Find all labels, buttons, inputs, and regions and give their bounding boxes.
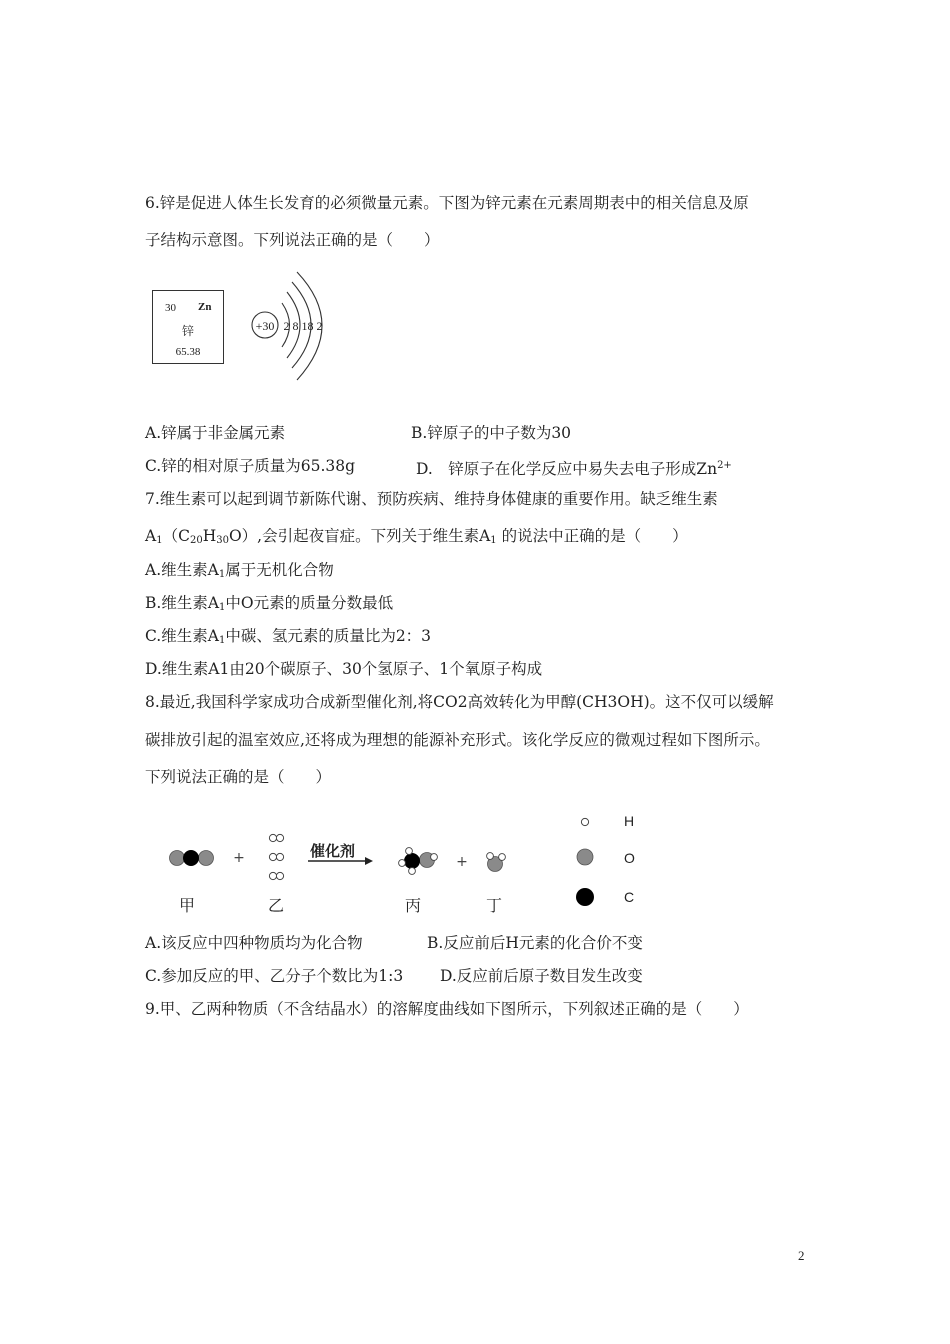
q6-option-a: A.锌属于非金属元素 <box>145 424 286 442</box>
label-bing: 丙 <box>405 896 422 915</box>
q7-option-c: C.维生素$A_1$中碳、氢元素的质量比为2：3 <box>145 627 432 646</box>
q8-option-b: B.反应前后H元素的化合价不变 <box>427 934 643 952</box>
q9-stem-line1: 9.甲、乙两种物质（不含结晶水）的溶解度曲线如下图所示，下列叙述正确的是（ ） <box>145 1000 749 1018</box>
q6-stem-line1: 6.锌是促进人体生长发育的必须微量元素。下图为锌元素在元素周期表中的相关信息及原 <box>145 194 749 212</box>
q8-option-a: A.该反应中四种物质均为化合物 <box>145 934 363 952</box>
element-symbol: Zn <box>198 301 212 313</box>
legend-c-label: C <box>624 889 635 905</box>
page-number: 2 <box>798 1248 805 1263</box>
periodic-table-cell <box>152 290 224 364</box>
molecule-co2 <box>170 850 214 866</box>
q7-option-d: D.维生素A1由20个碳原子、30个氢原子、1个氧原子构成 <box>145 660 543 678</box>
q6-option-c: C.锌的相对原子质量为65.38g <box>145 457 356 475</box>
q8-stem-line1: 8.最近,我国科学家成功合成新型催化剂,将CO2高效转化为甲醇(CH3OH)。这不仅可以缓解 <box>145 693 774 711</box>
q8-stem-line2: 碳排放引起的温室效应,还将成为理想的能源补充形式。该化学反应的微观过程如下图所示。 <box>145 731 770 749</box>
legend-c-atom <box>576 888 594 906</box>
q7-stem-line2: $A_1(C_{20}H_{30}O)$,会引起夜盲症。下列关于维生素$A_1$ 的说法中正确的是（ ） <box>145 527 688 546</box>
atom-structure-diagram <box>245 270 345 385</box>
plus-sign-2: + <box>456 854 468 870</box>
legend-o-atom <box>577 849 593 865</box>
legend-h-label: H <box>624 813 635 829</box>
q8-stem-line3: 下列说法正确的是（ ） <box>145 768 332 786</box>
element-name: 锌 <box>181 324 194 338</box>
q8-option-d: D.反应前后原子数目发生改变 <box>440 967 643 985</box>
label-ding: 丁 <box>486 896 503 915</box>
q6-option-d: D. 锌原子在化学反应中易失去电子形成$Zn^{2+}$ <box>416 460 732 478</box>
atomic-mass: 65.38 <box>175 346 201 358</box>
q6-option-b: B.锌原子的中子数为30 <box>411 424 572 442</box>
arrow-head <box>365 857 373 865</box>
q6-stem-line2: 子结构示意图。下列说法正确的是（ ） <box>145 231 440 249</box>
q8-option-c: C.参加反应的甲、乙分子个数比为1:3 <box>145 967 404 985</box>
label-yi: 乙 <box>268 896 285 915</box>
legend-h-atom <box>581 818 588 825</box>
q7-stem-line1: 7.维生素可以起到调节新陈代谢、预防疾病、维持身体健康的重要作用。缺乏维生素 <box>145 490 718 508</box>
q7-option-b: B.维生素$A_1$中O元素的质量分数最低 <box>145 594 394 613</box>
molecule-h2o <box>487 853 506 872</box>
catalyst-label: 催化剂 <box>310 842 356 860</box>
molecule-ch3oh <box>399 848 438 875</box>
legend-o-label: O <box>624 850 635 866</box>
label-jia: 甲 <box>179 896 196 915</box>
plus-sign-1: + <box>233 850 245 866</box>
nucleus-charge: +30 <box>255 319 275 333</box>
molecules-h2 <box>269 834 283 879</box>
atomic-number: 30 <box>165 302 176 314</box>
q7-option-a: A.维生素$A_1$属于无机化合物 <box>145 561 334 580</box>
shell-electron-counts: 2 8 18 2 <box>283 319 323 333</box>
